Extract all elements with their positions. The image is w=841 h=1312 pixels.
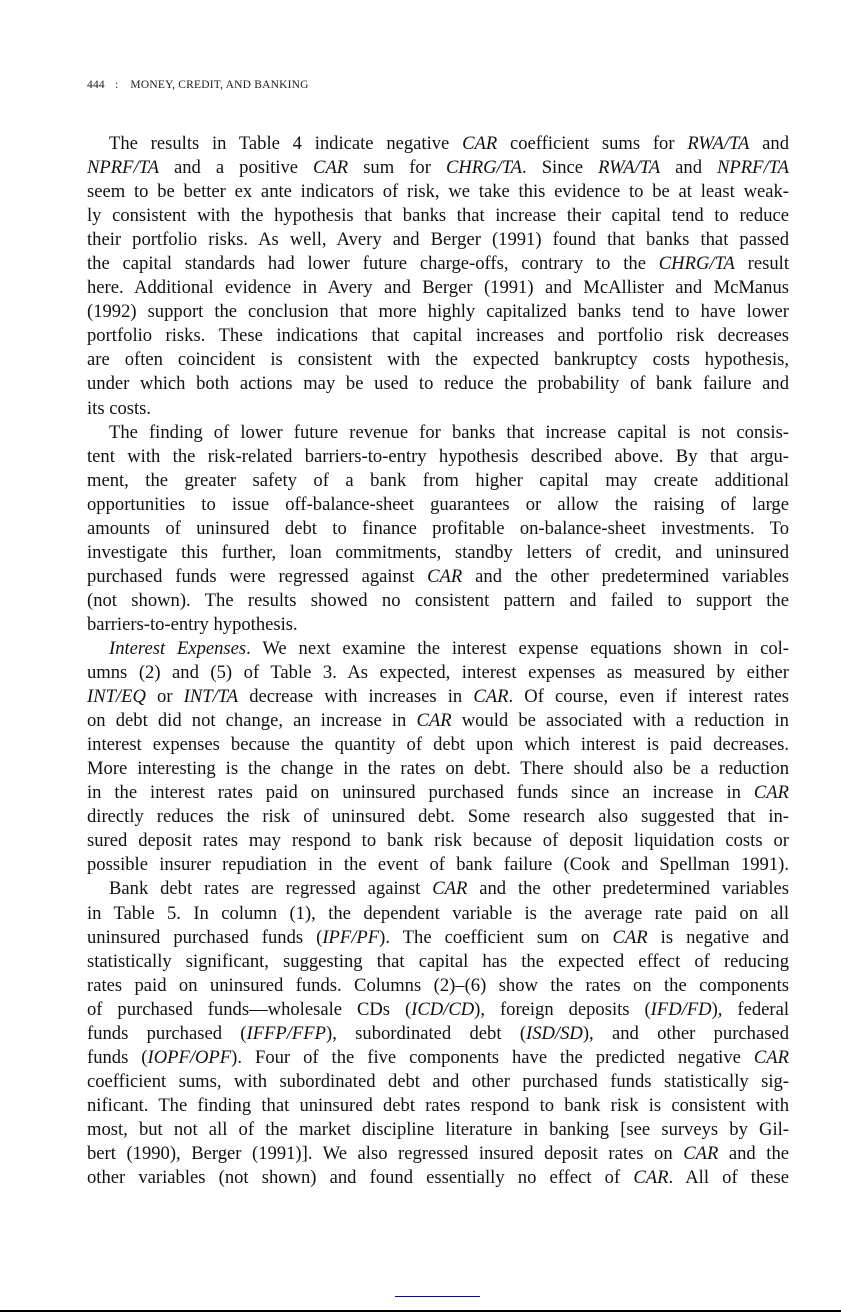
- italic-term: Interest Expenses: [109, 637, 247, 659]
- text-line: [87, 372, 789, 396]
- text-run: most, but not all of the market discipline literature in banking [see surveys by Gil-: [87, 1118, 789, 1140]
- text-run: would be associated with a reduction in: [451, 710, 789, 732]
- italic-term: CHRG/TA: [658, 253, 735, 275]
- text-run: statistically significant, suggesting that capital has the expected effect of reducing: [87, 950, 789, 972]
- text-run: in Table 5. In column (1), the dependent variable is the average rate paid on all: [87, 902, 789, 924]
- text-run: ). The coefficient sum on: [379, 926, 613, 948]
- text-run: here. Additional evidence in Avery and Berger (1991) and McAllister and McManus: [87, 277, 789, 299]
- text-line: [87, 877, 789, 901]
- italic-term: INT/TA: [183, 686, 239, 708]
- text-run: ly consistent with the hypothesis that banks that increase their capital tend to reduce: [87, 205, 789, 227]
- text-run: the capital standards had lower future charge-offs, contrary to the: [87, 253, 659, 275]
- italic-term: CHRG/TA: [445, 157, 523, 179]
- text-run: The finding of lower future revenue for banks that increase capital is not consis-: [109, 421, 789, 443]
- text-line: [87, 445, 789, 469]
- italic-term: CAR: [427, 565, 463, 587]
- text-run: portfolio risks. These indications that capital increases and portfolio risk decreases: [87, 325, 789, 347]
- text-line: [87, 950, 789, 974]
- text-line: [87, 829, 789, 853]
- text-run: and: [660, 157, 718, 179]
- italic-term: CAR: [432, 878, 468, 900]
- text-run: their portfolio risks. As well, Avery and Berger (1991) found that banks that passed: [87, 229, 789, 251]
- text-run: nificant. The finding that uninsured debt rates respond to bank risk is consistent with: [87, 1094, 789, 1116]
- text-run: amounts of uninsured debt to finance profitable on-balance-sheet investments. To: [87, 517, 789, 539]
- text-line: [87, 637, 789, 661]
- italic-term: IPF/PF: [322, 926, 380, 948]
- text-run: umns (2) and (5) of Table 3. As expected, interest expenses as measured by either: [87, 662, 789, 684]
- text-line: [87, 974, 789, 998]
- text-run: opportunities to issue off-balance-sheet guarantees or allow the raising of large: [87, 493, 789, 515]
- text-run: and the other predetermined variables: [467, 878, 789, 900]
- text-line: [87, 1142, 789, 1166]
- text-run: seem to be better ex ante indicators of risk, we take this evidence to be at least weak-: [87, 181, 789, 203]
- italic-term: INT/EQ: [87, 686, 146, 708]
- text-run: investigate this further, loan commitments, standby letters of credit, and uninsured: [87, 541, 789, 563]
- text-line: [87, 1046, 789, 1070]
- text-run: or: [145, 686, 184, 708]
- text-run: are often coincident is consistent with the expected bankruptcy costs hypothesis,: [87, 349, 789, 371]
- text-run: directly reduces the risk of uninsured debt. Some research also suggested that in-: [87, 806, 789, 828]
- text-run: of purchased funds—wholesale CDs (: [87, 998, 412, 1020]
- italic-term: IFD/FD: [650, 998, 712, 1020]
- text-line: [87, 228, 789, 252]
- italic-term: RWA/TA: [687, 133, 750, 154]
- text-run: ), and other purchased: [582, 1022, 789, 1044]
- text-line: [87, 252, 789, 276]
- text-line: [87, 1070, 789, 1094]
- text-run: funds (: [87, 1046, 148, 1068]
- text-run: and the: [718, 1142, 790, 1164]
- text-run: coefficient sums, with subordinated debt and other purchased funds statistically sig-: [87, 1070, 789, 1092]
- selection-underline: [395, 1296, 480, 1297]
- text-run: result: [734, 253, 789, 275]
- text-line: [87, 902, 789, 926]
- page-number: 444: [87, 79, 105, 91]
- text-run: decrease with increases in: [238, 686, 474, 708]
- text-run: other variables (not shown) and found essentially no effect of: [87, 1167, 634, 1189]
- text-run: tent with the risk-related barriers-to-entry hypothesis described above. By that argu-: [87, 445, 789, 467]
- text-line: [87, 132, 789, 156]
- text-line: [87, 998, 789, 1022]
- text-run: . Since: [522, 157, 599, 179]
- text-line: [87, 1094, 789, 1118]
- text-line: [87, 348, 789, 372]
- text-run: its costs.: [87, 397, 152, 419]
- text-line: [87, 517, 789, 541]
- text-line: [87, 589, 789, 613]
- text-line: [87, 324, 789, 348]
- journal-title: MONEY, CREDIT, AND BANKING: [130, 79, 309, 91]
- text-run: (1992) support the conclusion that more highly capitalized banks tend to have lower: [87, 301, 789, 323]
- text-run: possible insurer repudiation in the event of bank failure (Cook and Spellman 1991).: [87, 854, 789, 876]
- text-line: [87, 853, 789, 877]
- text-run: The results in Table 4 indicate negative: [109, 133, 463, 154]
- text-line: [87, 156, 789, 180]
- text-run: and a positive: [158, 157, 314, 179]
- text-line: [87, 1166, 789, 1190]
- text-line: [87, 926, 789, 950]
- italic-term: ICD/CD: [411, 998, 475, 1020]
- italic-term: CAR: [753, 782, 789, 804]
- italic-term: IFFP/FFP: [246, 1022, 327, 1044]
- text-run: rates paid on uninsured funds. Columns (2)–(6) show the rates on the components: [87, 974, 789, 996]
- body-text: [87, 132, 789, 1190]
- text-line: [87, 300, 789, 324]
- text-line: [87, 565, 789, 589]
- text-line: [87, 493, 789, 517]
- text-line: [87, 805, 789, 829]
- text-run: . All of these: [668, 1167, 789, 1189]
- text-run: is negative and: [647, 926, 789, 948]
- italic-term: CAR: [612, 926, 648, 948]
- text-run: ), subordinated debt (: [326, 1022, 527, 1044]
- text-line: [87, 661, 789, 685]
- text-run: bert (1990), Berger (1991)]. We also regressed insured deposit rates on: [87, 1142, 684, 1164]
- text-run: ). Four of the five components have the predicted negative: [231, 1046, 754, 1068]
- text-run: and: [749, 133, 789, 154]
- text-run: ), federal: [711, 998, 789, 1020]
- text-line: [87, 613, 789, 637]
- text-run: . We next examine the interest expense equations shown in col-: [246, 637, 789, 659]
- header-separator: :: [114, 79, 119, 91]
- text-run: purchased funds were regressed against: [87, 565, 428, 587]
- text-line: [87, 204, 789, 228]
- text-run: interest expenses because the quantity of debt upon which interest is paid decreases.: [87, 734, 789, 756]
- italic-term: CAR: [473, 686, 509, 708]
- text-line: [87, 1022, 789, 1046]
- text-line: [87, 276, 789, 300]
- text-run: uninsured purchased funds (: [87, 926, 323, 948]
- italic-term: IOPF/OPF: [147, 1046, 232, 1068]
- text-line: [87, 421, 789, 445]
- text-line: [87, 180, 789, 204]
- text-line: [87, 541, 789, 565]
- text-run: . Of course, even if interest rates: [508, 686, 789, 708]
- text-line: [87, 469, 789, 493]
- italic-term: CAR: [462, 133, 498, 154]
- text-run: under which both actions may be used to reduce the probability of bank failure and: [87, 373, 789, 395]
- text-line: [87, 685, 789, 709]
- text-run: barriers-to-entry hypothesis.: [87, 613, 298, 635]
- text-line: [87, 757, 789, 781]
- italic-term: CAR: [633, 1167, 669, 1189]
- italic-term: NPRF/TA: [87, 157, 159, 179]
- text-run: ), foreign deposits (: [474, 998, 651, 1020]
- running-head: [87, 79, 309, 91]
- text-line: [87, 397, 789, 421]
- italic-term: CAR: [313, 157, 349, 179]
- italic-term: RWA/TA: [598, 157, 661, 179]
- text-run: Bank debt rates are regressed against: [109, 878, 433, 900]
- text-run: in the interest rates paid on uninsured purchased funds since an increase in: [87, 782, 754, 804]
- italic-term: ISD/SD: [526, 1022, 583, 1044]
- text-run: ment, the greater safety of a bank from higher capital may create additional: [87, 469, 789, 491]
- text-run: (not shown). The results showed no consistent pattern and failed to support the: [87, 589, 789, 611]
- italic-term: NPRF/TA: [717, 157, 789, 179]
- italic-term: CAR: [683, 1142, 719, 1164]
- text-run: funds purchased (: [87, 1022, 247, 1044]
- text-line: [87, 709, 789, 733]
- italic-term: CAR: [753, 1046, 789, 1068]
- text-run: coefficient sums for: [497, 133, 688, 154]
- text-run: More interesting is the change in the rates on debt. There should also be a reduction: [87, 758, 789, 780]
- text-line: [87, 781, 789, 805]
- italic-term: CAR: [416, 710, 452, 732]
- text-line: [87, 733, 789, 757]
- text-run: sum for: [348, 157, 446, 179]
- text-run: sured deposit rates may respond to bank risk because of deposit liquidation costs or: [87, 830, 789, 852]
- text-run: and the other predetermined variables: [462, 565, 789, 587]
- text-line: [87, 1118, 789, 1142]
- text-run: on debt did not change, an increase in: [87, 710, 417, 732]
